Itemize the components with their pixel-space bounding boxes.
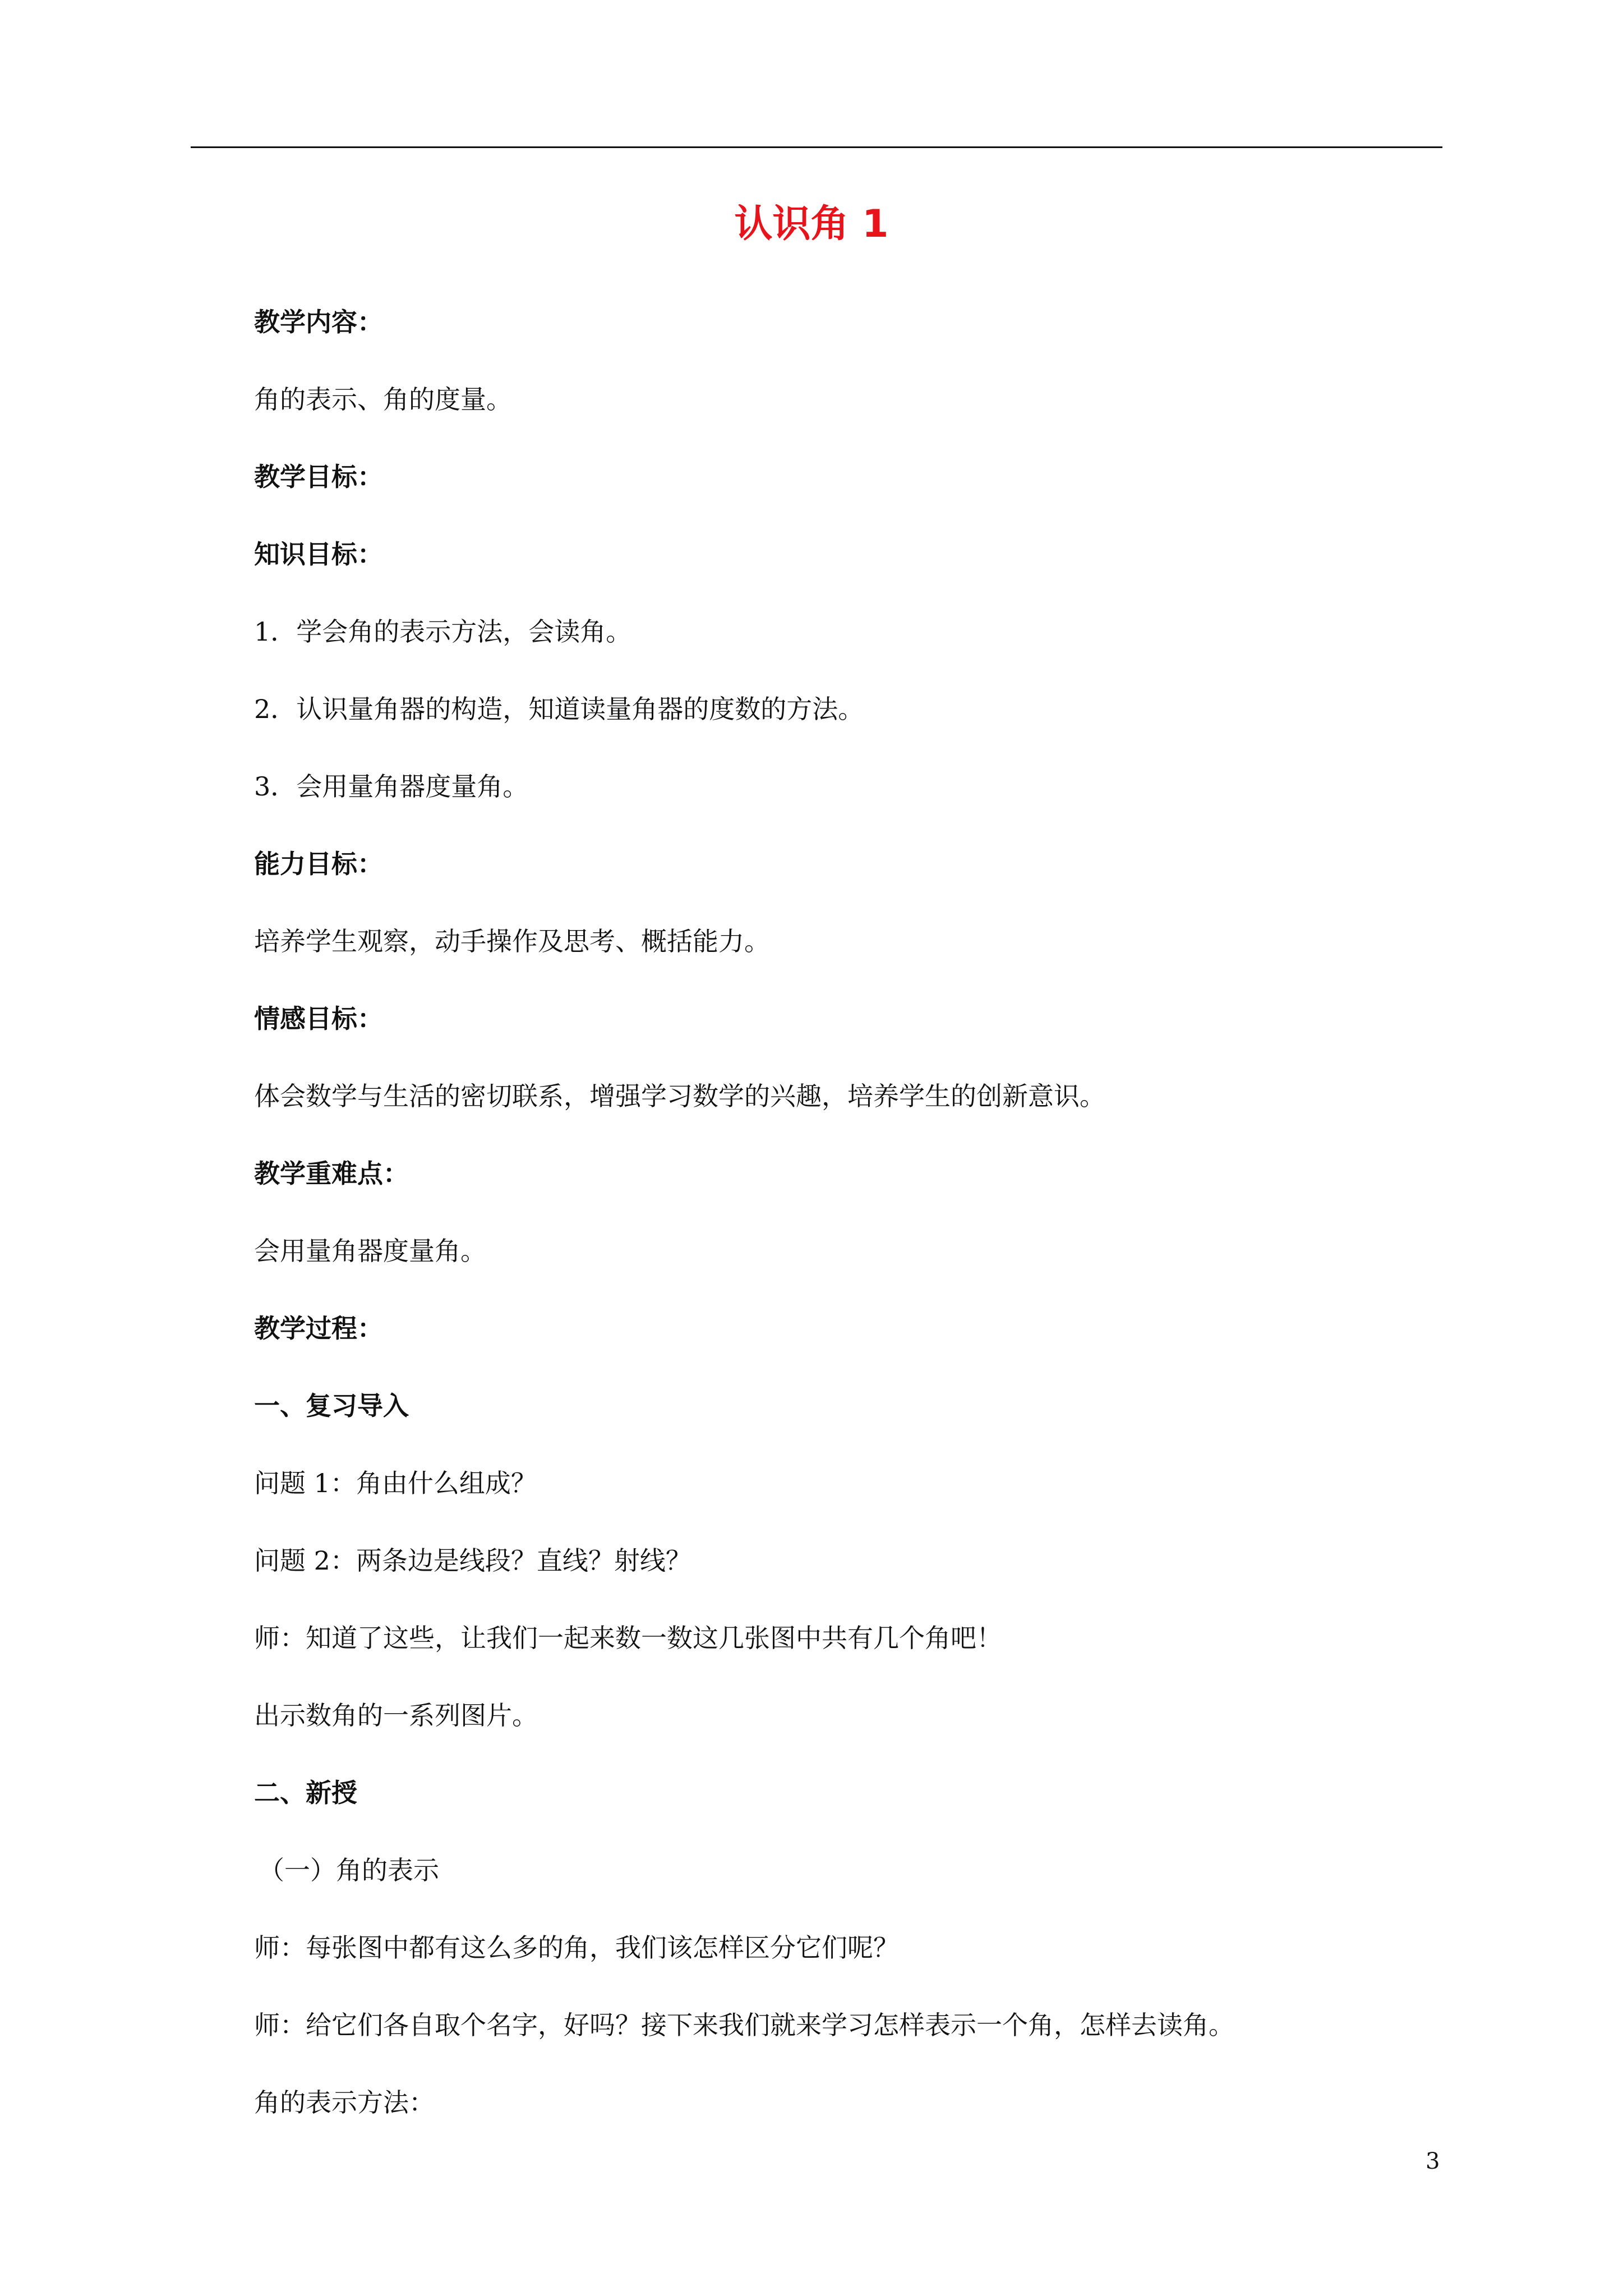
document-title: 认识角 1 [734, 202, 889, 246]
page-number: 3 [1426, 2148, 1440, 2174]
paragraph-show-pictures: 出示数角的一系列图片。 [254, 1700, 538, 1731]
section-heading-teaching-goals: 教学目标： [254, 462, 383, 492]
section-heading-new-lesson: 二、新授 [254, 1778, 357, 1808]
paragraph-emotional-goals: 体会数学与生活的密切联系，增强学习数学的兴趣，培养学生的创新意识。 [254, 1081, 1105, 1111]
subheading-emotional-goals: 情感目标： [254, 1004, 383, 1034]
list-item-knowledge-goal-1: 1．学会角的表示方法，会读角。 [254, 616, 632, 647]
section-heading-key-difficulties: 教学重难点： [254, 1158, 409, 1189]
subheading-ability-goals: 能力目标： [254, 849, 383, 879]
paragraph-question-2: 问题 2：两条边是线段？直线？射线？ [254, 1545, 691, 1576]
subheading-knowledge-goals: 知识目标： [254, 539, 383, 569]
list-item-knowledge-goal-2: 2．认识量角器的构造，知道读量角器的度数的方法。 [254, 694, 864, 724]
paragraph-teaching-content: 角的表示、角的度量。 [254, 384, 512, 415]
paragraph-key-difficulties: 会用量角器度量角。 [254, 1236, 486, 1266]
paragraph-ability-goals: 培养学生观察，动手操作及思考、概括能力。 [254, 926, 770, 956]
paragraph-question-1: 问题 1：角由什么组成？ [254, 1468, 537, 1498]
list-item-knowledge-goal-3: 3．会用量角器度量角。 [254, 771, 529, 802]
document-body [254, 283, 1432, 2141]
paragraph-teacher-line-3: 师：给它们各自取个名字，好吗？接下来我们就来学习怎样表示一个角，怎样去读角。 [254, 2010, 1234, 2040]
header-rule [191, 146, 1442, 148]
section-heading-teaching-process: 教学过程： [254, 1313, 383, 1343]
paragraph-angle-representation-method: 角的表示方法： [254, 2087, 435, 2118]
paragraph-teacher-line-1: 师：知道了这些，让我们一起来数一数这几张图中共有几个角吧！ [254, 1623, 1002, 1653]
subheading-angle-representation: （一）角的表示 [259, 1855, 439, 1885]
paragraph-teacher-line-2: 师：每张图中都有这么多的角，我们该怎样区分它们呢？ [254, 1932, 899, 1963]
section-heading-review-intro: 一、复习导入 [254, 1391, 409, 1421]
section-heading-teaching-content: 教学内容： [254, 307, 383, 337]
